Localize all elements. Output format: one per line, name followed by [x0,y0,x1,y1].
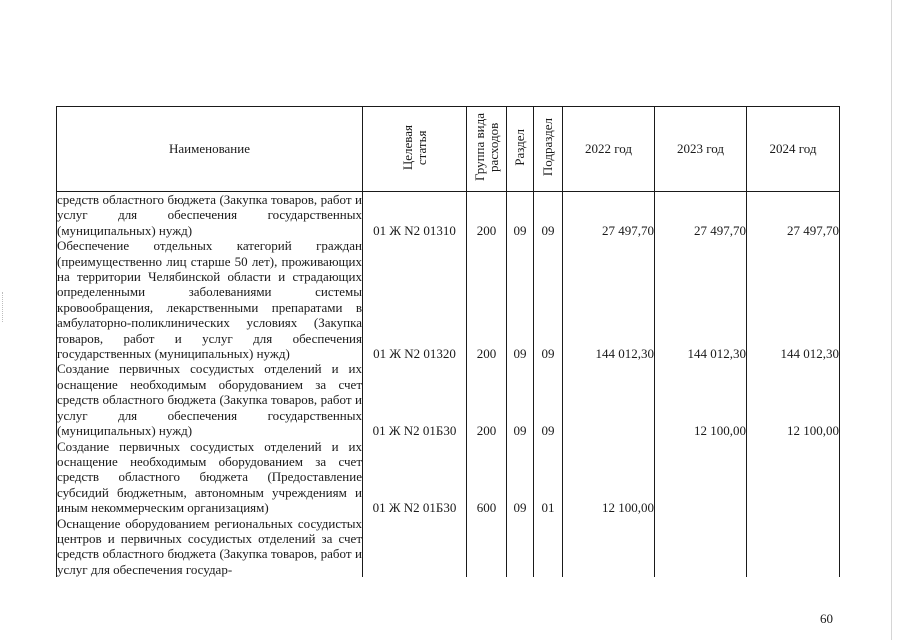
column-header-subsection: Подраздел [534,107,563,192]
row-expense-group: 600 [467,439,507,516]
column-header-2024: 2024 год [747,107,840,192]
row-expense-group: 200 [467,361,507,438]
row-value-2024: 12 100,00 [747,361,840,438]
page-edge-line [891,0,892,640]
row-name: Обеспечение отдельных категорий граждан (преимущественно лиц старше 50 лет), проживающих на территории Челябинской области и страдающих определенными заболеваниями системы кровообращения, лекарственными препаратами в амбулаторно-поликлинических условиях (Закупка товаров, работ и услуг для обеспечения государственных (муниципальных) нужд) [57,238,362,362]
row-value-2022: 12 100,00 [563,439,655,516]
row-value-2023 [655,516,747,578]
row-name: средств областного бюджета (Закупка товаров, работ и услуг для обеспечения государственных (муниципальных) нужд) [57,192,362,238]
row-value-2022 [563,516,655,578]
row-value-2022: 27 497,70 [563,192,655,239]
row-target-article [363,516,467,578]
row-value-2024 [747,439,840,516]
row-value-2023 [655,439,747,516]
row-subsection [534,516,563,578]
column-header-2023: 2023 год [655,107,747,192]
table-header-row [57,107,840,192]
row-name: Создание первичных сосудистых отделений и их оснащение необходимым оборудованием за счет средств областного бюджета (Закупка товаров, работ и услуг для обеспечения государственных (муниципальных) нужд) [57,361,362,439]
row-value-2023: 144 012,30 [655,238,747,361]
table-row [57,361,840,438]
row-name: Оснащение оборудованием региональных сосудистых центров и первичных сосудистых отделений за счет средств областного бюджета (Закупка товаров, работ и услуг для обеспечения государ- [57,515,362,577]
row-section [507,516,534,578]
row-subsection: 01 [534,439,563,516]
row-target-article: 01 Ж N2 01Б30 [363,439,467,516]
row-subsection: 09 [534,238,563,361]
row-value-2022 [563,361,655,438]
row-expense-group [467,516,507,578]
budget-table [56,106,840,577]
row-value-2024: 144 012,30 [747,238,840,361]
row-value-2024: 27 497,70 [747,192,840,239]
row-subsection: 09 [534,361,563,438]
scan-edge-mark [2,292,4,322]
table-row [57,439,840,516]
row-target-article: 01 Ж N2 01320 [363,238,467,361]
row-section: 09 [507,238,534,361]
column-header-expense-group: Группа вида расходов [467,107,507,192]
row-subsection: 09 [534,192,563,239]
row-value-2023: 27 497,70 [655,192,747,239]
column-header-2022: 2022 год [563,107,655,192]
column-header-section: Раздел [507,107,534,192]
row-section: 09 [507,192,534,239]
column-header-target-article: Целевая статья [363,107,467,192]
page-number: 60 [820,611,833,626]
row-value-2023: 12 100,00 [655,361,747,438]
row-target-article: 01 Ж N2 01310 [363,192,467,239]
row-value-2022: 144 012,30 [563,238,655,361]
table-row [57,238,840,361]
table-row [57,516,840,578]
row-expense-group: 200 [467,238,507,361]
row-name: Создание первичных сосудистых отделений и их оснащение необходимым оборудованием за счет средств областного бюджета (Предоставление субсидий бюджетным, автономным учреждениям и иным некоммерческим организациям) [57,438,362,516]
row-target-article: 01 Ж N2 01Б30 [363,361,467,438]
row-section: 09 [507,439,534,516]
row-value-2024 [747,516,840,578]
row-section: 09 [507,361,534,438]
column-header-name: Наименование [57,107,363,192]
row-expense-group: 200 [467,192,507,239]
table-row [57,192,840,239]
